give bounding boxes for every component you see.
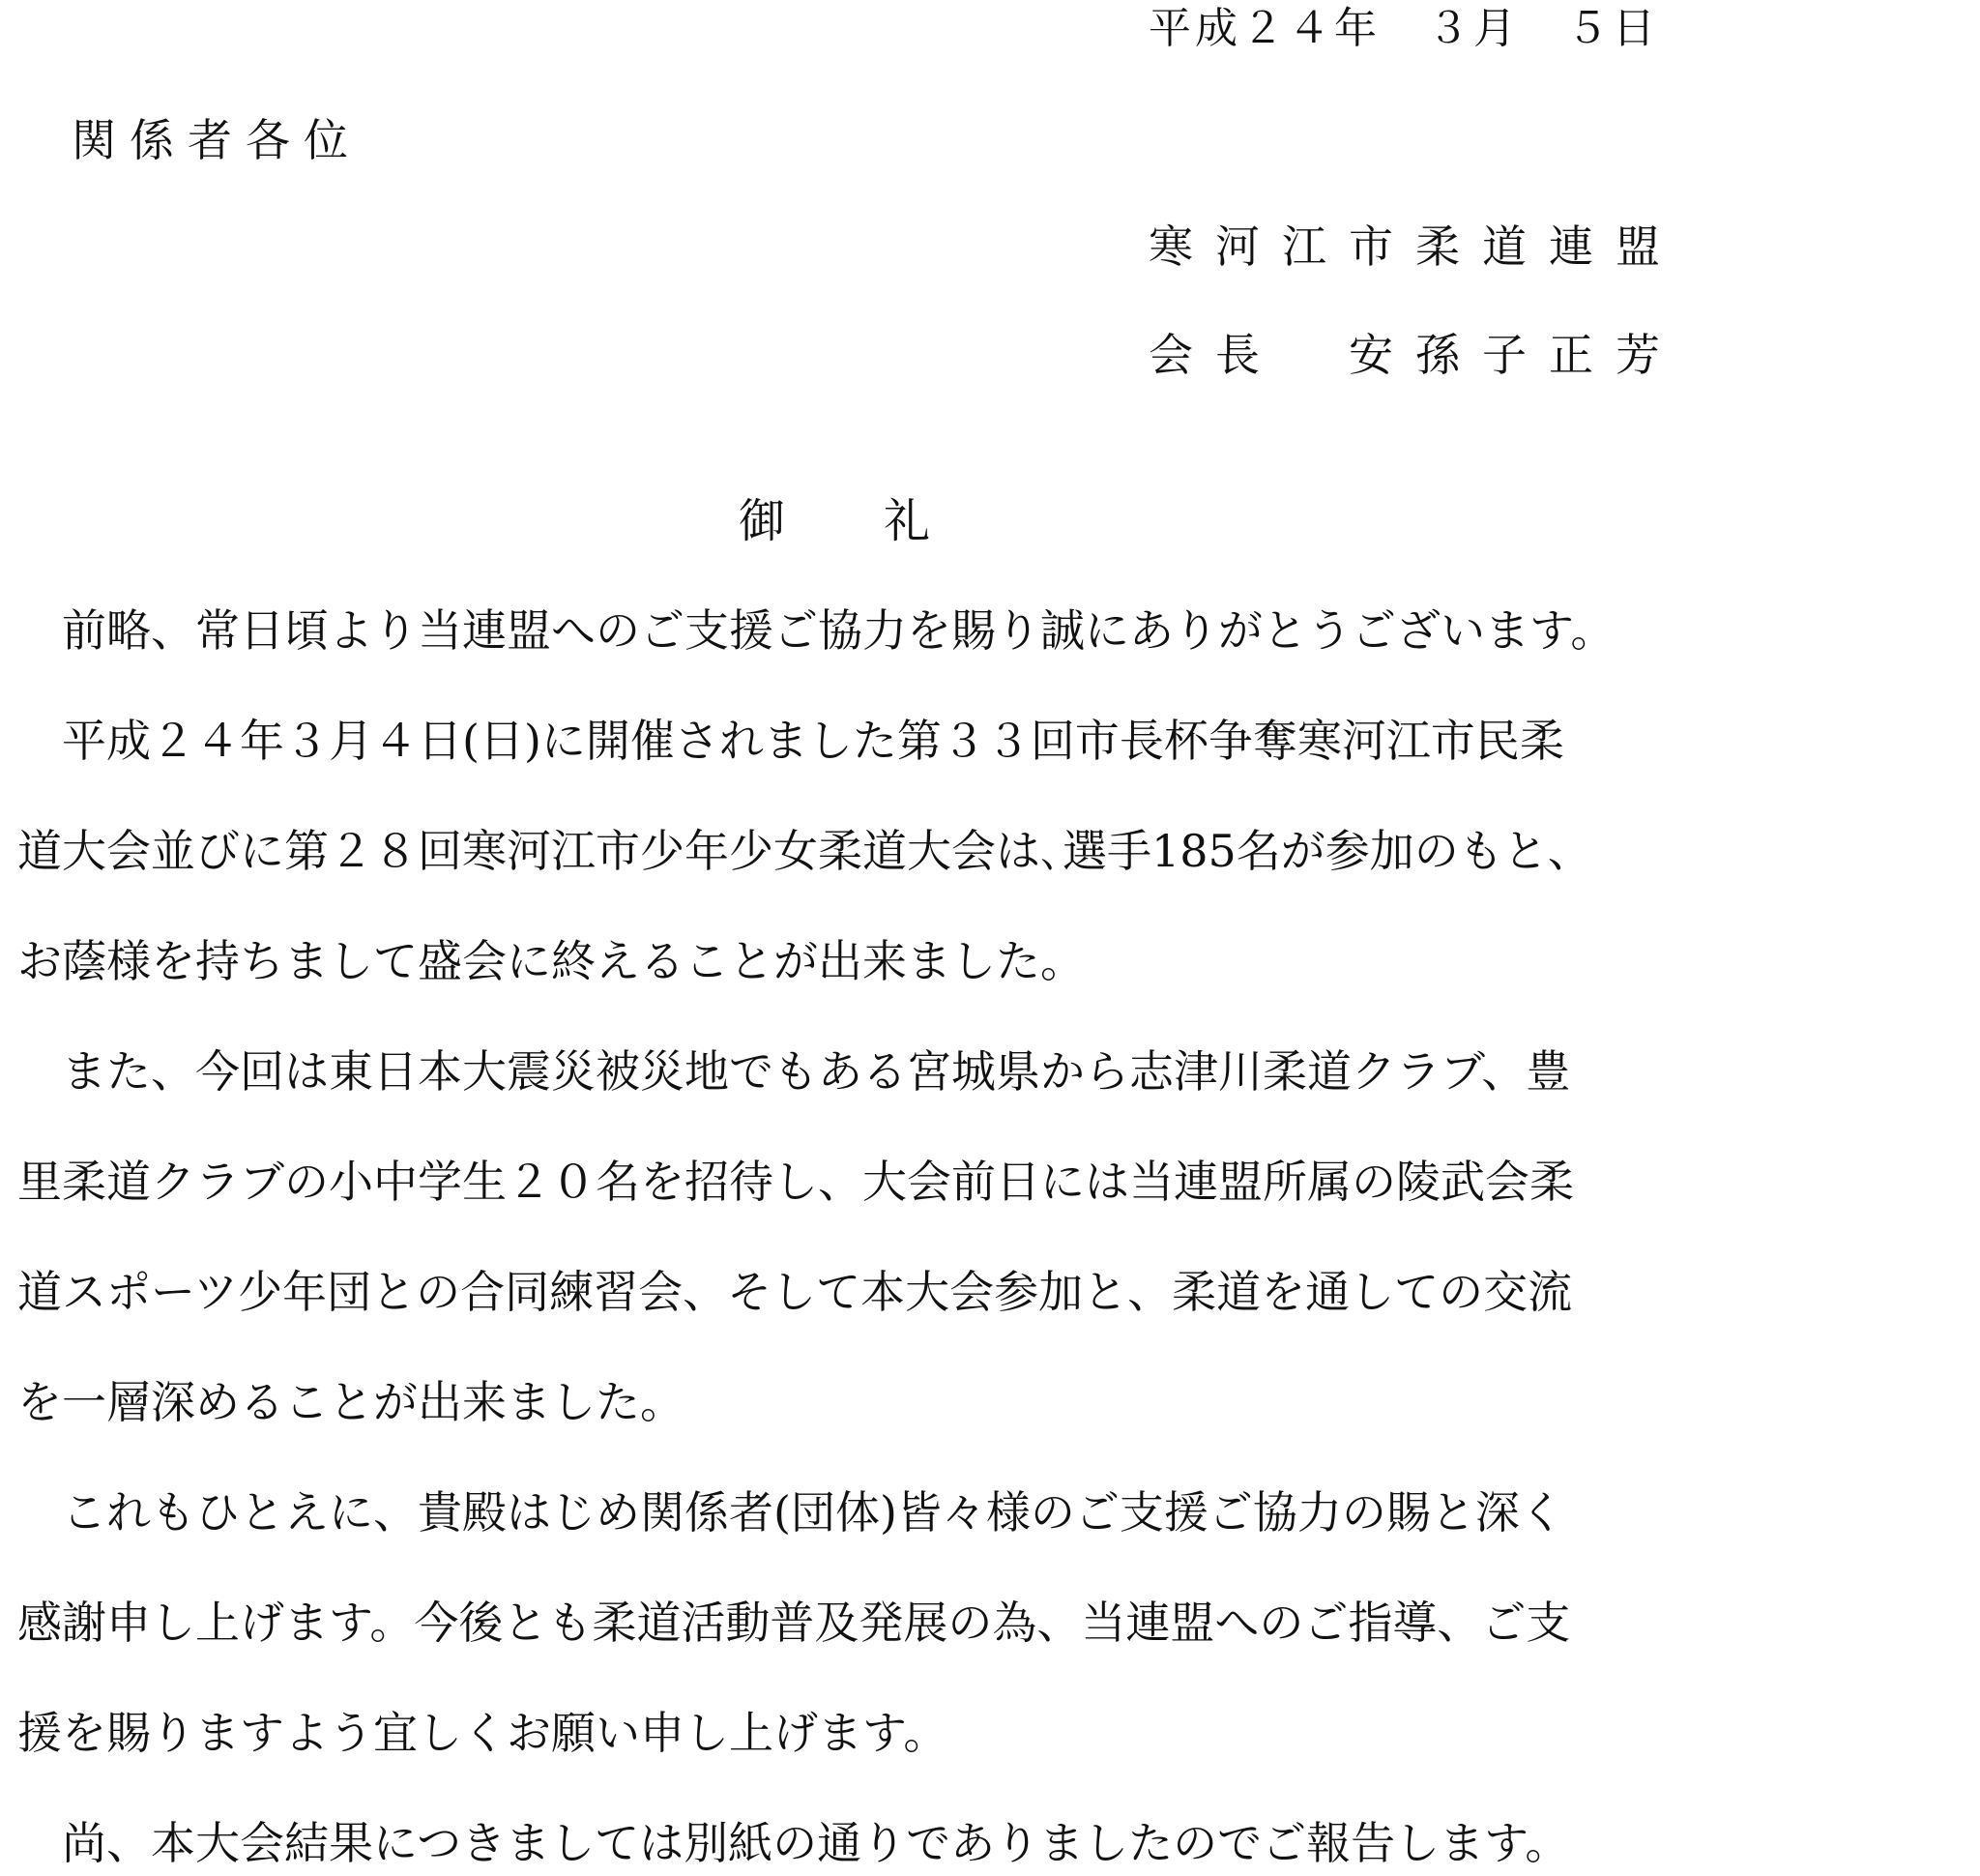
salutation: 関係者各位 <box>72 114 362 166</box>
body-line: 道大会並びに第２８回寒河江市少年少女柔道大会は､選手185名が参加のもと、 <box>17 825 1592 877</box>
body-line: 里柔道クラブの小中学生２０名を招待し、大会前日には当連盟所属の陵武会柔 <box>17 1156 1574 1208</box>
sender-name: 会長 安孫子正芳 <box>1149 329 1682 381</box>
body-line: また、今回は東日本大震災被災地でもある宮城県から志津川柔道クラブ、豊 <box>17 1045 1571 1098</box>
letter-title: 御 礼 <box>738 494 932 548</box>
sender-organization: 寒河江市柔道連盟 <box>1149 220 1682 273</box>
letter-date: 平成２４年 ３月 ５日 <box>1149 4 1659 53</box>
body-line: 感謝申し上げます。今後とも柔道活動普及発展の為、当連盟へのご指導、ご支 <box>17 1597 1571 1649</box>
body-line: 平成２４年３月４日(日)に開催されました第３３回市長杯争奪寒河江市民柔 <box>17 715 1564 767</box>
body-line: お蔭様を持ちまして盛会に終えることが出来ました。 <box>17 935 1085 987</box>
body-line: を一層深めることが出来ました。 <box>17 1376 684 1428</box>
body-line: 尚、本大会結果につきましては別紙の通りでありましたのでご報告します。 <box>17 1817 1570 1869</box>
letter-body <box>17 598 1661 1876</box>
body-line: 前略、常日頃より当連盟へのご支援ご協力を賜り誠にありがとうございます。 <box>17 604 1616 657</box>
body-line: これもひとえに、貴殿はじめ関係者(団体)皆々様のご支援ご協力の賜と深く <box>17 1486 1564 1539</box>
body-line: 援を賜りますよう宜しくお願い申し上げます。 <box>17 1707 948 1759</box>
body-line: 道スポーツ少年団との合同練習会、そして本大会参加と、柔道を通しての交流 <box>17 1266 1573 1318</box>
